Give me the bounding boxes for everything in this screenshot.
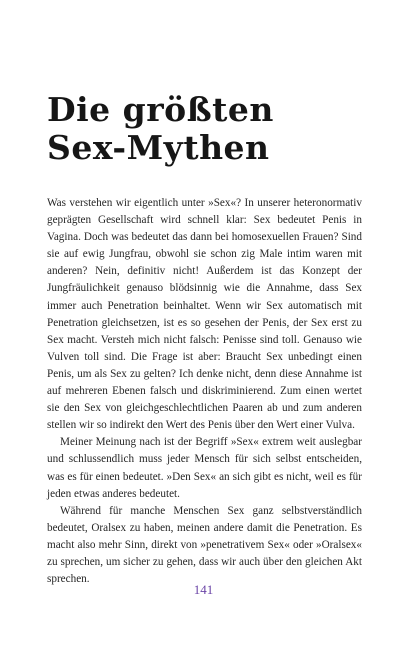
paragraph-3: Während für manche Menschen Sex ganz selbstverständlich bedeutet, Oralsex zu haben, meinen andere damit die Penetration. Es macht also mehr Sinn, direkt von »penetrativem Sex« oder »Oralsex« zu sprechen, um sicher zu gehen, dass wir auch über den gleichen Akt sprechen.: [47, 504, 362, 586]
page-number: 141: [193, 582, 214, 597]
paragraph-2: Meiner Meinung nach ist der Begriff »Sex« extrem weit auslegbar und schlussendlich muss jeder Mensch für sich selbst entscheiden, was es für einen bedeutet. »Den Sex« an sich gibt es nicht, weil es für jeden etwas anderes bedeutet.: [47, 436, 362, 500]
body-text: [47, 195, 362, 588]
chapter-title-line-2: Sex-Mythen: [47, 128, 270, 167]
paragraph-1: Was verstehen wir eigentlich unter »Sex«? In unserer heteronormativ geprägten Gesellschaft wird schnell klar: Sex bedeutet Penis in Vagina. Doch was bedeutet das dann bei homosexuellen Frauen? Sind sie auf ewig Jungfrau, obwohl sie schon zig Male intim waren mit anderen? Nein, definitiv nicht! Außerdem ist das Konzept der Jungfräulichkeit genauso blödsinnig wie die Annahme, dass Sex immer auch Penetration beinhaltet. Wenn wir Sex automatisch mit Penetration gleichsetzen, ist es so gesehen der Penis, der Sex erst zu Sex macht. Versteh mich nicht falsch: Penisse sind toll. Genauso wie Vulven toll sind. Die Frage ist aber: Braucht Sex unbedingt einen Penis, um als Sex zu gelten? Ich denke nicht, denn diese Annahme ist auf mehreren Ebenen falsch und diskriminierend. Zum einen wertet sie den Sex von gleichgeschlechtlichen Paaren ab und zum anderen stellen wir so indirekt den Wert des Penis über den Wert einer Vulva.: [47, 197, 362, 432]
chapter-title-line-1: Die größten: [47, 90, 274, 129]
chapter-title: [47, 91, 274, 167]
